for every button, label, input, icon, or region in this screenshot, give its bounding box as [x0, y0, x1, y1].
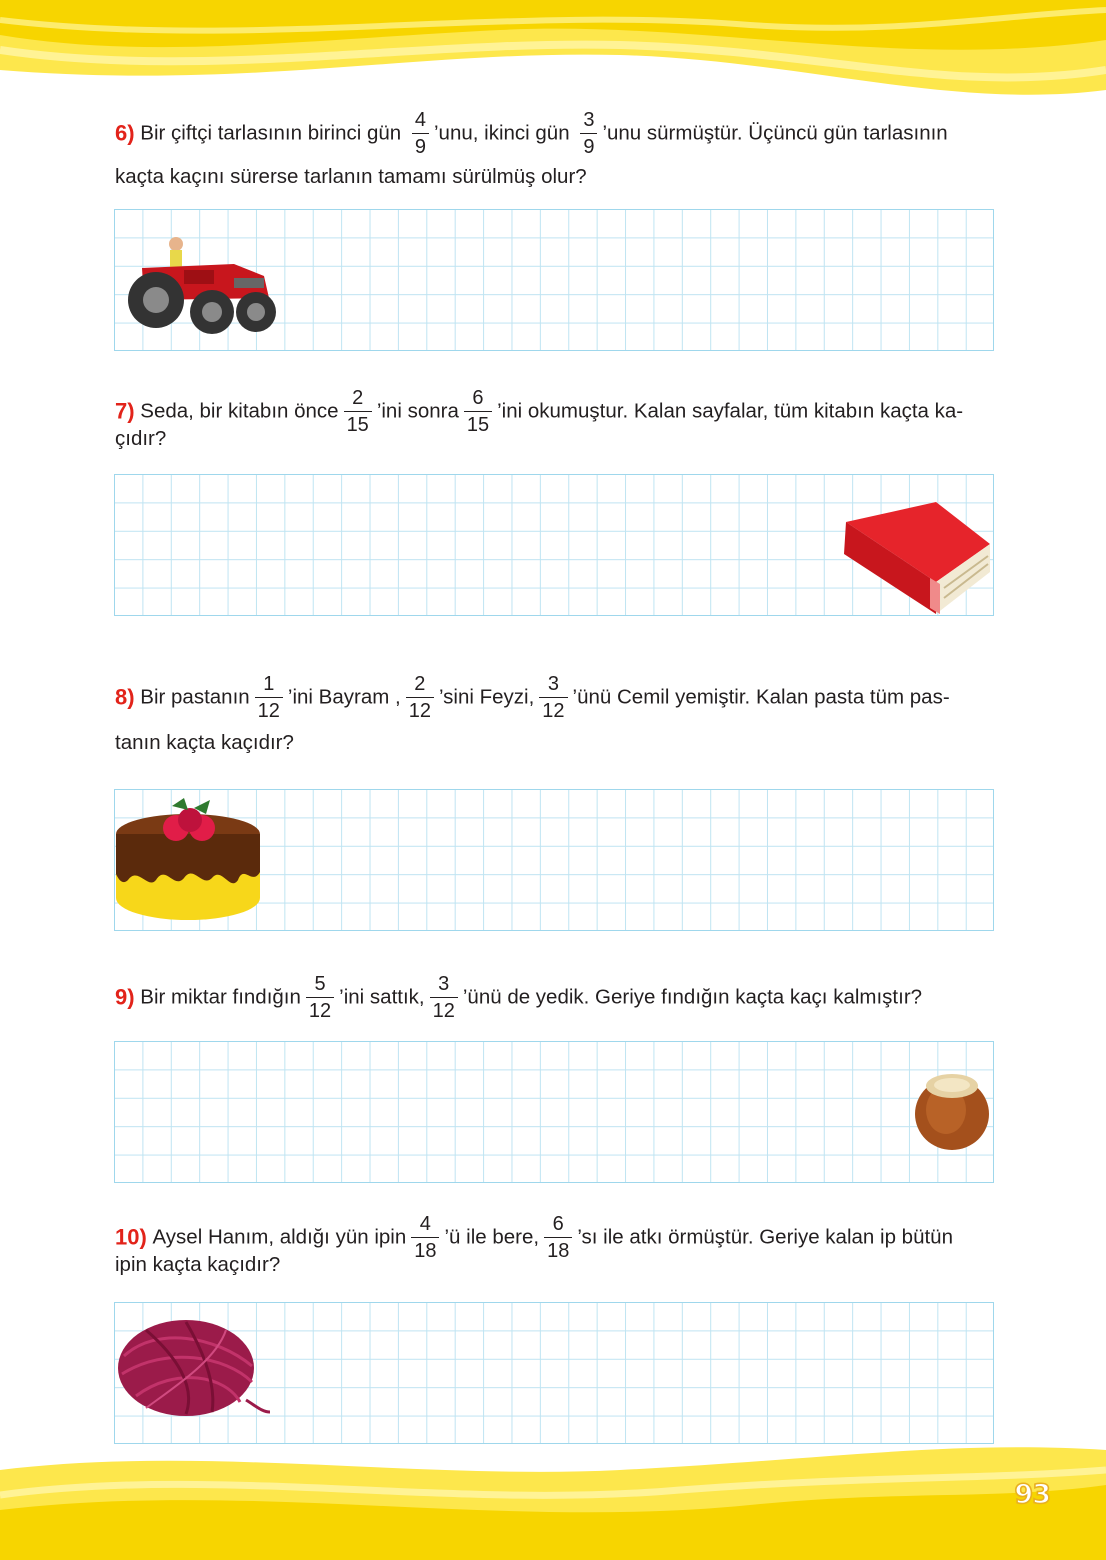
top-wave-decoration: [0, 0, 1106, 110]
question-text: ’sı ile atkı örmüştür. Geriye kalan ip bütün: [577, 1225, 953, 1249]
question-number: 8): [115, 684, 135, 710]
question-9-line-1: [115, 974, 995, 1021]
fraction: [411, 1214, 439, 1261]
question-text: ’unu, ikinci gün: [434, 121, 576, 145]
fraction: [412, 110, 429, 157]
denominator: 12: [542, 700, 565, 722]
question-text: Bir çiftçi tarlasının birinci gün: [140, 121, 407, 145]
denominator: 15: [466, 414, 490, 436]
fraction: [255, 674, 283, 721]
fraction: [430, 974, 458, 1021]
denominator: 12: [408, 700, 431, 722]
denominator: 12: [308, 1000, 332, 1022]
fraction: [464, 388, 492, 435]
denominator: 9: [414, 136, 426, 158]
question-7-line-1: [115, 388, 995, 435]
denominator: 15: [346, 414, 369, 436]
numerator: 2: [406, 674, 434, 698]
book-icon: [826, 502, 994, 618]
fraction: [580, 110, 597, 157]
question-10-line-2: ipin kaçta kaçıdır?: [115, 1253, 281, 1276]
question-8: [115, 674, 995, 757]
yarn-ball-icon: [116, 1316, 272, 1424]
fraction: [539, 674, 567, 721]
fraction: [344, 388, 372, 435]
question-6: [115, 110, 995, 191]
page-number: 93: [1014, 1479, 1050, 1510]
question-text: ’ü ile bere,: [444, 1225, 540, 1249]
question-text: ’ünü de yedik. Geriye fındığın kaçta kaçı kalmıştır?: [462, 985, 923, 1009]
denominator: 12: [257, 700, 280, 722]
question-number: 7): [115, 398, 135, 424]
question-number: 10): [115, 1224, 147, 1250]
numerator: 6: [544, 1214, 572, 1238]
question-number: 9): [115, 984, 135, 1010]
question-text: ’ini Bayram ,: [287, 685, 401, 709]
question-9: [115, 974, 995, 1021]
question-text: ’ünü Cemil yemiştir. Kalan pasta tüm pas-: [572, 685, 950, 709]
question-8-line-1: [115, 674, 995, 721]
question-text: Bir pastanın: [140, 685, 250, 709]
numerator: 1: [255, 674, 283, 698]
question-text: ’ini okumuştur. Kalan sayfalar, tüm kitabın kaçta ka-: [497, 399, 964, 423]
numerator: 3: [580, 110, 597, 134]
fraction: [406, 674, 434, 721]
denominator: 9: [583, 136, 595, 158]
bottom-wave-decoration: [0, 1440, 1106, 1560]
question-text: ’unu sürmüştür. Üçüncü gün tarlasının: [602, 121, 948, 145]
question-7-line-2: çıdır?: [115, 427, 167, 450]
question-number: 6): [115, 120, 135, 146]
numerator: 2: [344, 388, 372, 412]
denominator: 12: [432, 1000, 455, 1022]
question-7: [115, 388, 995, 453]
question-6-line-2: kaçta kaçını sürerse tarlanın tamamı sürülmüş olur?: [115, 165, 587, 188]
question-text: Seda, bir kitabın önce: [140, 399, 339, 423]
numerator: 5: [306, 974, 334, 998]
tractor-icon: [124, 228, 284, 338]
question-10: [115, 1214, 995, 1279]
hazelnut-icon: [912, 1070, 992, 1152]
fraction: [306, 974, 334, 1021]
denominator: 18: [414, 1240, 437, 1262]
numerator: 3: [430, 974, 458, 998]
question-text: ’ini sonra: [376, 399, 459, 423]
numerator: 3: [539, 674, 567, 698]
question-text: ’sini Feyzi,: [438, 685, 535, 709]
cake-icon: [114, 794, 264, 926]
answer-grid-9[interactable]: [114, 1041, 994, 1183]
question-8-line-2: tanın kaçta kaçıdır?: [115, 731, 294, 754]
question-text: Aysel Hanım, aldığı yün ipin: [152, 1225, 407, 1249]
numerator: 6: [464, 388, 492, 412]
fraction: [544, 1214, 572, 1261]
numerator: 4: [412, 110, 429, 134]
denominator: 18: [547, 1240, 570, 1262]
question-6-line-1: [115, 110, 995, 157]
question-text: Bir miktar fındığın: [140, 985, 301, 1009]
question-text: ’ini sattık,: [339, 985, 425, 1009]
numerator: 4: [411, 1214, 439, 1238]
